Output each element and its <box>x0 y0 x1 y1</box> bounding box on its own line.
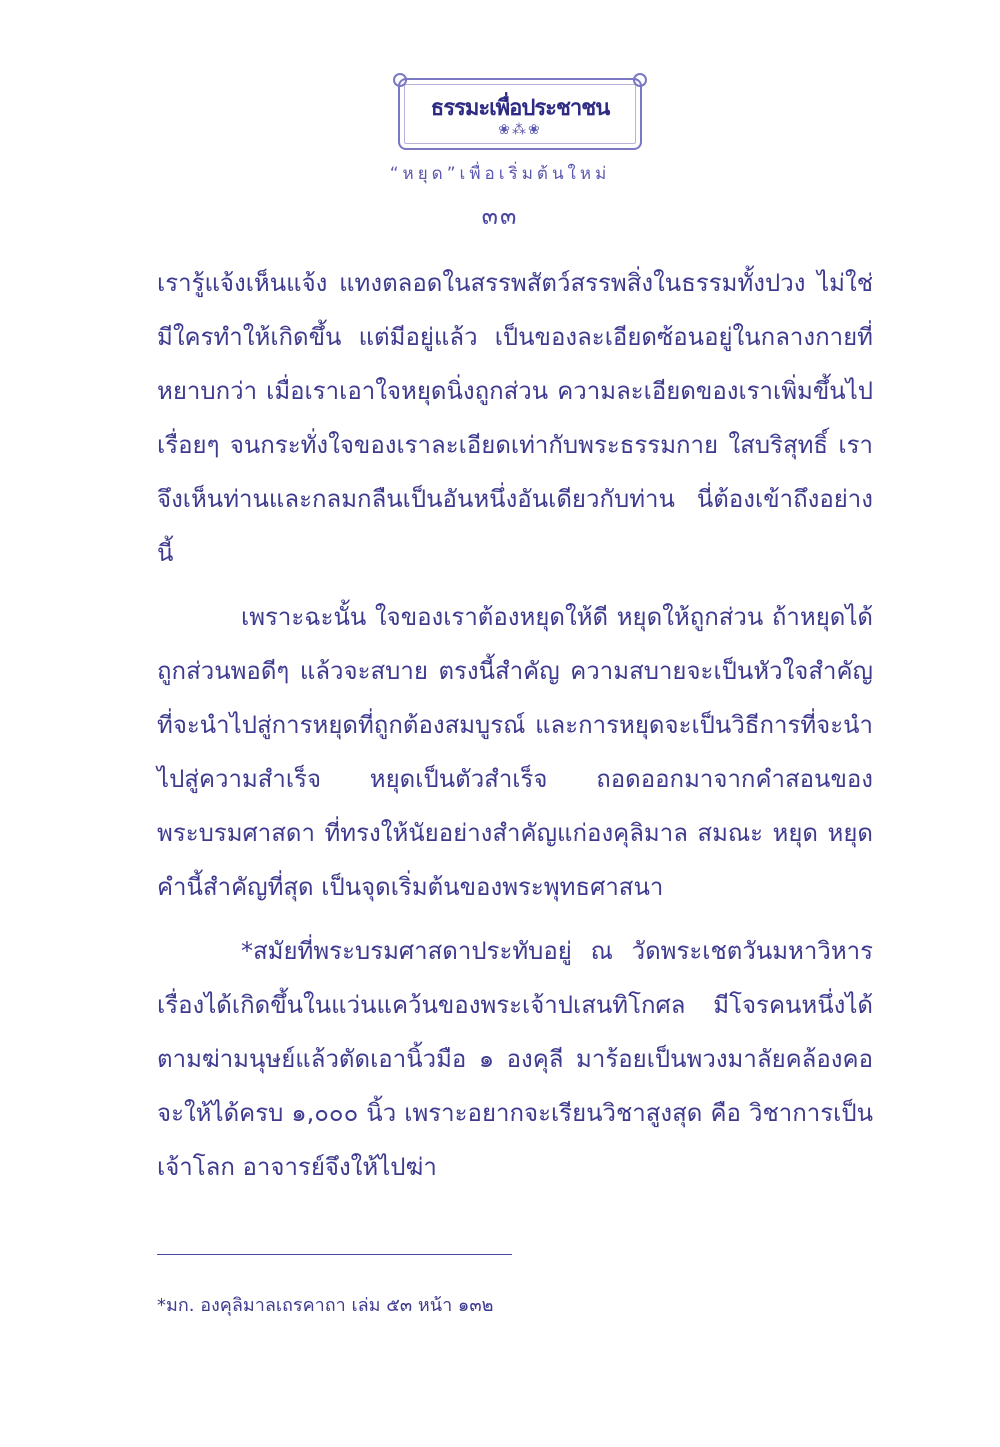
logo-ornament: ❀⁂❀ <box>498 122 542 138</box>
footnote-divider <box>157 1254 512 1255</box>
page-number: ๓๓ <box>481 202 519 230</box>
footnote: *มก. องคุลิมาลเถรคาถา เล่ม ๕๓ หน้า ๑๓๒ <box>157 1295 494 1316</box>
paragraph: เรารู้แจ้งเห็นแจ้ง แทงตลอดในสรรพสัตว์สรรพสิ่งในธรรมทั้งปวง ไม่ใช่มีใครทำให้เกิดขึ้น แต่มีอยู่แล้ว เป็นของละเอียดซ้อนอยู่ในกลางกายที่หยาบกว่า เมื่อเราเอาใจหยุดนิ่งถูกส่วน ความละเอียดของเราเพิ่มขึ้นไปเรื่อยๆ จนกระทั่งใจของเราละเอียดเท่ากับพระธรรมกาย ใสบริสุทธิ์ เราจึงเห็นท่านและกลมกลืนเป็นอันหนึ่งอันเดียวกับท่าน นี่ต้องเข้าถึงอย่างนี้ <box>157 269 873 567</box>
logo-text: ธรรมะเพื่อประชาชน <box>430 96 610 121</box>
paragraph: *สมัยที่พระบรมศาสดาประทับอยู่ ณ วัดพระเชตวันมหาวิหาร เรื่องได้เกิดขึ้นในแว่นแคว้นของพระเจ้าปเสนทิโกศล มีโจรคนหนึ่งได้ตามฆ่ามนุษย์แล้วตัดเอานิ้วมือ ๑ องคุลี มาร้อยเป็นพวงมาลัยคล้องคอ จะให้ได้ครบ ๑,๐๐๐ นิ้ว เพราะอยากจะเรียนวิชาสูงสุด คือ วิชาการเป็นเจ้าโลก อาจารย์จึงให้ไปฆ่า <box>157 937 873 1181</box>
chapter-subtitle: “หยุด”เพื่อเริ่มต้นใหม่ <box>389 164 611 184</box>
paragraph: เพราะฉะนั้น ใจของเราต้องหยุดให้ดี หยุดให้ถูกส่วน ถ้าหยุดได้ถูกส่วนพอดีๆ แล้วจะสบาย ตรงนี้สำคัญ ความสบายจะเป็นหัวใจสำคัญ ที่จะนำไปสู่การหยุดที่ถูกต้องสมบูรณ์ และการหยุดจะเป็นวิธีการที่จะนำไปสู่ความสำเร็จ หยุดเป็นตัวสำเร็จ ถอดออกมาจากคำสอนของพระบรมศาสดา ที่ทรงให้นัยอย่างสำคัญแก่องคุลิมาล สมณะ หยุด หยุด คำนี้สำคัญที่สุด เป็นจุดเริ่มต้นของพระพุทธศาสนา <box>157 603 873 901</box>
body-text <box>157 256 873 1204</box>
logo-frame <box>398 78 642 150</box>
